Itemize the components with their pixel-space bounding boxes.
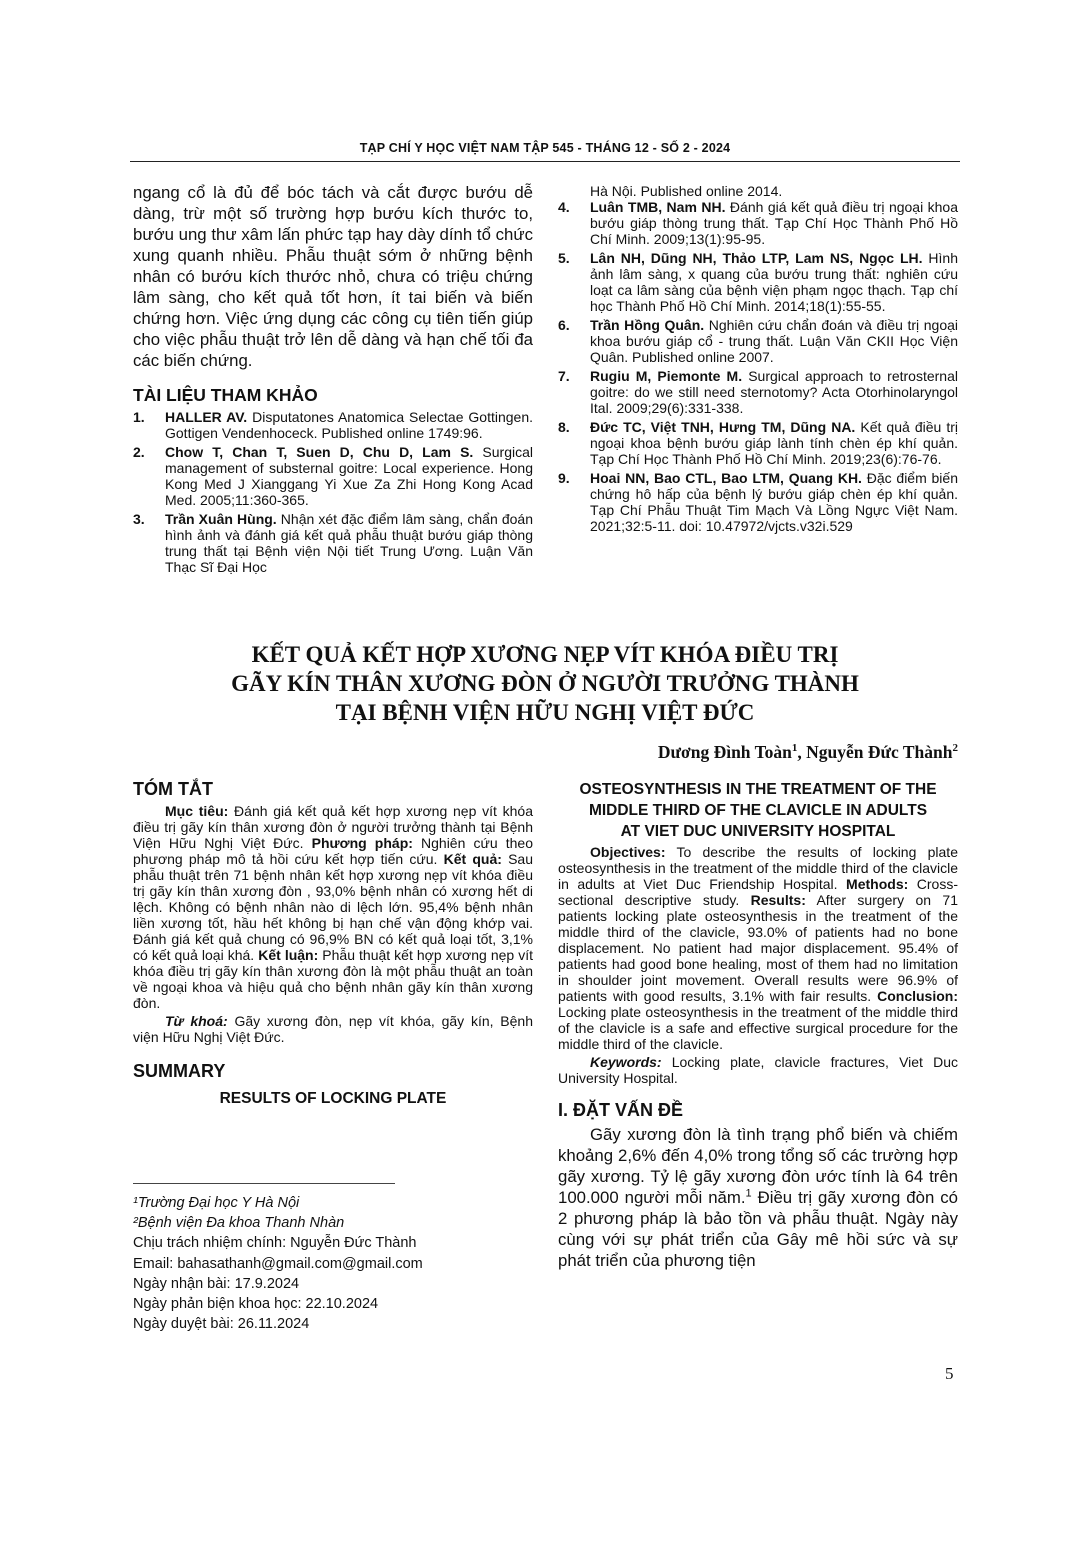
footnote-affiliation-2: ²Bệnh viện Đa khoa Thanh Nhàn: [133, 1215, 345, 1232]
summary-en-title: RESULTS OF LOCKING PLATE: [219, 1090, 447, 1107]
footnote-received: Ngày nhận bài: 17.9.2024: [133, 1275, 300, 1292]
summary-en-text: Objectives: To describe the results of locking plate osteosynthesis in the treatment of the middle third of the clavicle in adults at Viet Duc Friendship Hospital. Methods: Cross-sectional descriptive study. Results: After surgery on 71 patients locking plate osteosynthesis in the treatment of the middle third of the clavicle, 93.0% of patients had no bone displacement. No patient had major displacement. 95.4% of patients had good bone healing, most of them had no limitation in shoulder joint movement. Overall results were 96.9% of patients with good results, 3.1% with fair results. Conclusion: Locking plate osteosynthesis in the treatment of the middle third of the clavicle is a safe and effective surgical procedure for the middle third of the clavicle.: [558, 844, 958, 1052]
right-column-top: [558, 183, 958, 534]
article-title-line: KẾT QUẢ KẾT HỢP XƯƠNG NẸP VÍT KHÓA ĐIỀU TRỊ: [251, 642, 839, 667]
article-title-line: TẠI BỆNH VIỆN HỮU NGHỊ VIỆT ĐỨC: [335, 700, 755, 725]
summary-vi-heading: TÓM TẮT: [133, 779, 213, 799]
reference-item: 1. HALLER AV. Disputatones Anatomica Selectae Gottingen. Gottigen Vendenhoceck. Published online 1749:96.: [133, 409, 534, 441]
journal-header: TẠP CHÍ Y HỌC VIỆT NAM TẬP 545 - THÁNG 12 - SỐ 2 - 2024: [130, 141, 960, 162]
left-column-abstract: [133, 779, 533, 1109]
summary-en-heading: SUMMARY: [133, 1061, 226, 1081]
references-list-left: [133, 409, 533, 575]
reference-item: 7. Rugiu M, Piemonte M. Surgical approach to retrosternal goitre: do we still need sternotomy? Acta Otorhinolaryngol Ital. 2009;29(6):331-338.: [558, 368, 958, 416]
footnote-divider: [133, 1183, 395, 1184]
left-top-paragraph: ngang cổ là đủ để bóc tách và cắt được bướu dễ dàng, trừ một số trường hợp bướu kích thước to, bướu ung thư xâm lấn phức tạp hay dày dính tổ chức xung quanh nhiều. Phẫu thuật sớm ở những bệnh nhân có bướu kích thước nhỏ, chưa có triệu chứng lâm sàng, cho kết quả tốt hơn, ít tai biến và biến chứng hơn. Việc ứng dụng các công cụ tiên tiến giúp cho việc phẫu thuật trở lên dễ dàng và hạn chế tối đa các biến chứng.: [133, 183, 533, 370]
footnote-accepted: Ngày duyệt bài: 26.11.2024: [133, 1316, 310, 1333]
reference-item: 9. Hoai NN, Bao CTL, Bao LTM, Quang KH. Đặc điểm biến chứng hô hấp của bệnh lý bướu giáp chèn ép khí quản. Tạp Chí Phẫu Thuật Tim Mạch Và Lồng Ngực Việt Nam. 2021;32:5-11. doi: 10.47972/vjcts.v32i.529: [558, 470, 958, 534]
right-column-abstract: [558, 779, 958, 1271]
article-title-line: GÃY KÍN THÂN XƯƠNG ĐÒN Ở NGƯỜI TRƯỞNG THÀNH: [231, 671, 859, 696]
reference-item: 5. Lân NH, Dũng NH, Thảo LTP, Lam NS, Ngọc LH. Hình ảnh lâm sàng, x quang của bướu trung thất: nghiên cứu loạt ca lâm sàng của bệnh viện phạm ngọc thạch. Tạp chí học Thành Phố Hồ Chí Minh. 2014;18(1):55-55.: [558, 250, 958, 314]
reference-item: 2. Chow T, Chan T, Suen D, Chu D, Lam S. Surgical management of substernal goitre: Local experience. Hong Kong Med J Xianggang Yi Xue Za Zhi Hong Kong Acad Med. 2005;11:360-365.: [133, 444, 533, 508]
footnotes: [133, 1193, 533, 1334]
reference-continuation: Hà Nội. Published online 2014.: [590, 183, 783, 199]
keywords-en: Keywords: Locking plate, clavicle fractures, Viet Duc University Hospital.: [558, 1054, 958, 1086]
footnote-reviewed: Ngày phản biện khoa học: 22.10.2024: [133, 1296, 379, 1313]
intro-heading: I. ĐẶT VẤN ĐỀ: [558, 1100, 684, 1120]
summary-vi-text: Mục tiêu: Đánh giá kết quả kết hợp xương nẹp vít khóa điều trị gãy kín thân xương đòn ở người trưởng thành tại Bệnh Viện Hữu Nghị Việt Đức. Phương pháp: Nghiên cứu theo phương pháp mô tả hồi cứu kết hợp tiến cứu. Kết quả: Sau phẫu thuật trên 71 bệnh nhân kết hợp xương nẹp vít khóa điều trị gãy kín thân xương đòn , 93,0% bệnh nhân có xương hết di lệch. Không có bệnh nhân nào di lệch lớn. 95,4% bệnh nhân liền xương tốt, hầu hết không bị hạn chế vận động khớp vai. Đánh giá kết quả chung có 96,9% BN có kết quả loại tốt, 3,1% có kết quả loại khá. Kết luận: Phẫu thuật kết hợp xương nẹp vít khóa điều trị gãy kín thân xương đòn là một phẫu thuật an toàn về ngoại khoa và hiệu quả cho bệnh nhân gãy kín thân xương đòn.: [133, 803, 533, 1011]
reference-item: 4. Luân TMB, Nam NH. Đánh giá kết quả điều trị ngoại khoa bướu giáp thòng trung thất. Tạp Chí Học Thành Phố Hồ Chí Minh. 2009;13(1):95-95.: [558, 199, 959, 247]
references-heading: TÀI LIỆU THAM KHẢO: [133, 385, 318, 405]
summary-en-title-cont: OSTEOSYNTHESIS IN THE TREATMENT OF THE MIDDLE THIRD OF THE CLAVICLE IN ADULTS AT VIET DUC UNIVERSITY HOSPITAL: [579, 781, 937, 840]
keywords-vi: Từ khoá: Gãy xương đòn, nẹp vít khóa, gãy kín, Bệnh viện Hữu Nghị Việt Đức.: [133, 1013, 533, 1045]
left-column-top: [133, 182, 533, 575]
reference-item: 8. Đức TC, Việt TNH, Hưng TM, Dũng NA. Kết quả điều trị ngoại khoa bệnh bướu giáp lành tính chèn ép khí quản. Tạp Chí Học Thành Phố Hồ Chí Minh. 2019;23(6):76-76.: [558, 419, 959, 467]
intro-paragraph: Gãy xương đòn là tình trạng phổ biến và chiếm khoảng 2,6% đến 4,0% trong tổng số các trường hợp gãy xương. Tỷ lệ gãy xương đòn ước tính là 64 trên 100.000 người mỗi năm.$^1$ Điều trị gãy xương đòn có 2 phương pháp là bảo tồn và phẫu thuật. Ngày này cùng với sự phát triển của Gây mê hồi sức và sự phát triển của phương tiện: [558, 1125, 958, 1270]
reference-item: 3. Trần Xuân Hùng. Nhận xét đặc điểm lâm sàng, chẩn đoán hình ảnh và đánh giá kết quả phẫu thuật bướu giáp thòng trung thất tại Bệnh viện Nội tiết Trung Ương. Luận Văn Thạc Sĩ Đại Học: [133, 511, 533, 575]
reference-item: 6. Trần Hồng Quân. Nghiên cứu chẩn đoán và điều trị ngoại khoa bướu giáp cổ - trung thất. Luận Văn CKII Học Viện Quân. Published online 2007.: [558, 317, 958, 365]
references-list-right: [558, 199, 958, 534]
article-title: [130, 640, 960, 727]
footnote-affiliation-1: ¹Trường Đại học Y Hà Nội: [133, 1195, 300, 1211]
authors-line: Dương Đình Toàn$^1$, Nguyễn Đức Thành$^2$: [657, 742, 958, 762]
page-number: 5: [945, 1364, 954, 1383]
footnote-email: Email: bahasathanh@gmail.com@gmail.com: [133, 1255, 423, 1272]
footnote-corresponding: Chịu trách nhiệm chính: Nguyễn Đức Thành: [133, 1235, 417, 1252]
